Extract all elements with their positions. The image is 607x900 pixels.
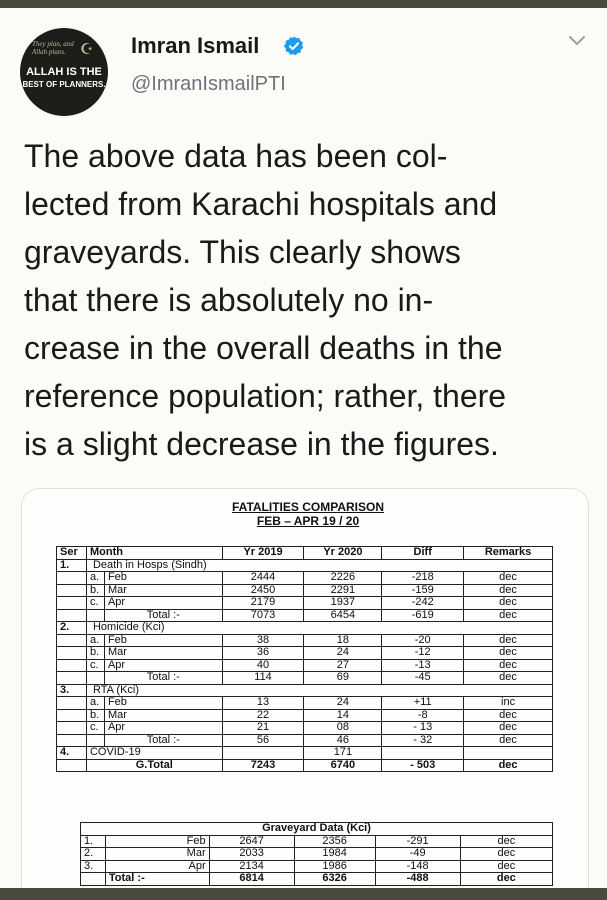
- table-cell: Feb: [104, 572, 222, 585]
- table-cell: 21: [222, 722, 304, 735]
- grand-total-label: G.Total: [86, 759, 222, 772]
- table-row: [57, 759, 553, 772]
- tweet-line: that there is absolutely no in-: [24, 282, 434, 318]
- table-cell: [57, 697, 87, 710]
- table-cell: 171: [304, 747, 382, 760]
- table-cell: 2.: [81, 848, 106, 861]
- table-cell: 46: [304, 734, 382, 747]
- table-cell: [57, 647, 87, 660]
- table-cell: [382, 747, 464, 760]
- table-cell: c.: [86, 722, 104, 735]
- table-cell: dec: [464, 609, 553, 622]
- table-cell: -45: [382, 672, 464, 685]
- bottom-edge-bar: [0, 888, 607, 900]
- table-cell: [57, 572, 87, 585]
- table-cell: 2647: [209, 835, 294, 848]
- table-cell: c.: [86, 597, 104, 610]
- avatar-line-sub: BEST OF PLANNERS.: [22, 80, 106, 89]
- table-row: [57, 597, 553, 610]
- table-cell: b.: [86, 709, 104, 722]
- table-cell: Mar: [104, 584, 222, 597]
- table-cell: a.: [86, 634, 104, 647]
- table-cell: dec: [464, 647, 553, 660]
- header-cell: Diff: [382, 547, 464, 560]
- table-cell: Apr: [104, 722, 222, 735]
- table-cell: -148: [375, 860, 460, 873]
- table-cell: 2356: [294, 835, 375, 848]
- tweet-line: reference population; rather, there: [24, 378, 507, 414]
- table-cell: 6326: [294, 873, 375, 886]
- table-cell: -291: [375, 835, 460, 848]
- table-row: [57, 584, 553, 597]
- table-cell: Mar: [105, 848, 209, 861]
- table-cell: -8: [382, 709, 464, 722]
- table-cell: Total :-: [104, 672, 222, 685]
- table-cell: 6454: [304, 609, 382, 622]
- table-cell: 1.: [57, 559, 87, 572]
- table-cell: [86, 609, 104, 622]
- table-cell: 14: [304, 709, 382, 722]
- tweet-line: is a slight decrease in the figures.: [24, 426, 499, 462]
- table-cell: -49: [375, 848, 460, 861]
- table-cell: 4.: [57, 747, 87, 760]
- graveyard-row: [81, 860, 553, 873]
- table-cell: [57, 722, 87, 735]
- table-cell: [57, 634, 87, 647]
- table-cell: dec: [464, 672, 553, 685]
- tweet-line: The above data has been col-: [24, 138, 448, 174]
- calligraphy-icon: ☪: [80, 40, 94, 58]
- table-row: [57, 697, 553, 710]
- table-cell: dec: [464, 734, 553, 747]
- table-cell: Total :-: [104, 734, 222, 747]
- table-cell: 7073: [222, 609, 304, 622]
- table-row: [57, 709, 553, 722]
- table-row: [57, 684, 553, 697]
- table-cell: +11: [382, 697, 464, 710]
- table-header-row: [57, 547, 553, 560]
- avatar-line-main: ALLAH IS THE: [26, 66, 102, 78]
- table-cell: b.: [86, 647, 104, 660]
- table-cell: 36: [222, 647, 304, 660]
- table-cell: dec: [464, 759, 553, 772]
- table-cell: 08: [304, 722, 382, 735]
- document-title: FATALITIES COMPARISON: [232, 500, 384, 514]
- table-cell: dec: [464, 709, 553, 722]
- graveyard-row: [81, 835, 553, 848]
- table-row: [57, 672, 553, 685]
- header-cell: Month: [86, 547, 222, 560]
- table-cell: - 32: [382, 734, 464, 747]
- table-cell: dec: [464, 659, 553, 672]
- table-cell: 24: [304, 697, 382, 710]
- table-cell: Mar: [104, 709, 222, 722]
- table-cell: Total :-: [104, 609, 222, 622]
- table-cell: -218: [382, 572, 464, 585]
- table-cell: 1984: [294, 848, 375, 861]
- table-cell: [57, 597, 87, 610]
- fatalities-table: [56, 546, 553, 772]
- table-cell: 13: [222, 697, 304, 710]
- table-cell: Mar: [104, 647, 222, 660]
- table-cell: -619: [382, 609, 464, 622]
- table-cell: 7243: [222, 759, 304, 772]
- section-title: Death in Hosps (Sindh): [86, 559, 552, 572]
- attached-image-card[interactable]: [21, 488, 589, 889]
- table-cell: a.: [86, 697, 104, 710]
- table-cell: 1986: [294, 860, 375, 873]
- table-cell: Feb: [104, 697, 222, 710]
- table-cell: 3.: [81, 860, 106, 873]
- header-cell: Yr 2019: [222, 547, 304, 560]
- table-cell: Feb: [105, 835, 209, 848]
- table-cell: dec: [464, 634, 553, 647]
- table-row: [57, 559, 553, 572]
- table-cell: dec: [464, 722, 553, 735]
- table-cell: 2450: [222, 584, 304, 597]
- table-cell: c.: [86, 659, 104, 672]
- table-cell: 6740: [304, 759, 382, 772]
- table-cell: Apr: [105, 860, 209, 873]
- document-subtitle: FEB – APR 19 / 20: [256, 514, 360, 528]
- table-cell: 1.: [81, 835, 106, 848]
- table-row: [57, 634, 553, 647]
- avatar-caption: They plan, and Allah plans.: [32, 40, 74, 56]
- table-cell: dec: [464, 572, 553, 585]
- top-edge-bar: [0, 0, 607, 8]
- table-cell: [464, 747, 553, 760]
- table-cell: 2033: [209, 848, 294, 861]
- table-cell: 27: [304, 659, 382, 672]
- section-title: COVID-19: [86, 747, 222, 760]
- graveyard-table: [80, 822, 553, 886]
- table-cell: inc: [464, 697, 553, 710]
- table-cell: 22: [222, 709, 304, 722]
- table-cell: 2179: [222, 597, 304, 610]
- table-cell: - 503: [382, 759, 464, 772]
- table-cell: 6814: [209, 873, 294, 886]
- table-row: [57, 722, 553, 735]
- table-cell: dec: [464, 584, 553, 597]
- table-cell: Feb: [104, 634, 222, 647]
- table-cell: dec: [460, 873, 552, 886]
- table-cell: Total :-: [105, 873, 209, 886]
- user-handle[interactable]: @ImranIsmailPTI: [131, 73, 286, 95]
- table-cell: b.: [86, 584, 104, 597]
- table-cell: 3.: [57, 684, 87, 697]
- table-cell: 18: [304, 634, 382, 647]
- avatar[interactable]: [20, 28, 108, 116]
- table-cell: 69: [304, 672, 382, 685]
- table-cell: [57, 584, 87, 597]
- table-cell: 2226: [304, 572, 382, 585]
- tweet-line: lected from Karachi hospitals and: [24, 186, 498, 222]
- table-row: [57, 659, 553, 672]
- table-cell: dec: [460, 860, 552, 873]
- graveyard-row: [81, 848, 553, 861]
- table-cell: 56: [222, 734, 304, 747]
- table-cell: [222, 747, 304, 760]
- table-cell: -159: [382, 584, 464, 597]
- tweet-text: [24, 132, 594, 468]
- table-cell: - 13: [382, 722, 464, 735]
- table-row: [57, 747, 553, 760]
- table-row: [57, 609, 553, 622]
- section-title: RTA (Kci): [86, 684, 552, 697]
- section-title: Homicide (Kci): [86, 622, 552, 635]
- table-cell: [86, 672, 104, 685]
- table-cell: -488: [375, 873, 460, 886]
- table-cell: 2444: [222, 572, 304, 585]
- table-cell: 2134: [209, 860, 294, 873]
- table-row: [57, 647, 553, 660]
- header-cell: Yr 2020: [304, 547, 382, 560]
- header-cell: Remarks: [464, 547, 553, 560]
- table-cell: a.: [86, 572, 104, 585]
- table-cell: -242: [382, 597, 464, 610]
- table-cell: [57, 734, 87, 747]
- graveyard-title: Graveyard Data (Kci): [81, 823, 553, 836]
- table-cell: 2.: [57, 622, 87, 635]
- tweet-line: crease in the overall deaths in the: [24, 330, 503, 366]
- table-cell: 1937: [304, 597, 382, 610]
- table-cell: [57, 672, 87, 685]
- table-cell: 114: [222, 672, 304, 685]
- display-name[interactable]: Imran Ismail: [131, 33, 260, 58]
- chevron-down-icon[interactable]: [567, 34, 587, 48]
- table-row: [57, 734, 553, 747]
- table-cell: -12: [382, 647, 464, 660]
- table-cell: [57, 609, 87, 622]
- table-cell: Apr: [104, 659, 222, 672]
- table-cell: [86, 734, 104, 747]
- tweet-line: graveyards. This clearly shows: [24, 234, 461, 270]
- table-cell: dec: [460, 848, 552, 861]
- table-row: [57, 622, 553, 635]
- table-cell: dec: [464, 597, 553, 610]
- table-cell: 24: [304, 647, 382, 660]
- table-cell: 38: [222, 634, 304, 647]
- table-row: [57, 572, 553, 585]
- graveyard-row: [81, 873, 553, 886]
- table-cell: 40: [222, 659, 304, 672]
- table-cell: [57, 709, 87, 722]
- table-cell: Apr: [104, 597, 222, 610]
- document-image: [43, 489, 573, 889]
- header-cell: Ser: [57, 547, 87, 560]
- table-cell: [57, 659, 87, 672]
- table-cell: dec: [460, 835, 552, 848]
- graveyard-title-row: [81, 823, 553, 836]
- verified-badge-icon: [283, 35, 305, 57]
- table-cell: [57, 759, 87, 772]
- table-cell: [81, 873, 106, 886]
- table-cell: -20: [382, 634, 464, 647]
- table-cell: 2291: [304, 584, 382, 597]
- table-cell: -13: [382, 659, 464, 672]
